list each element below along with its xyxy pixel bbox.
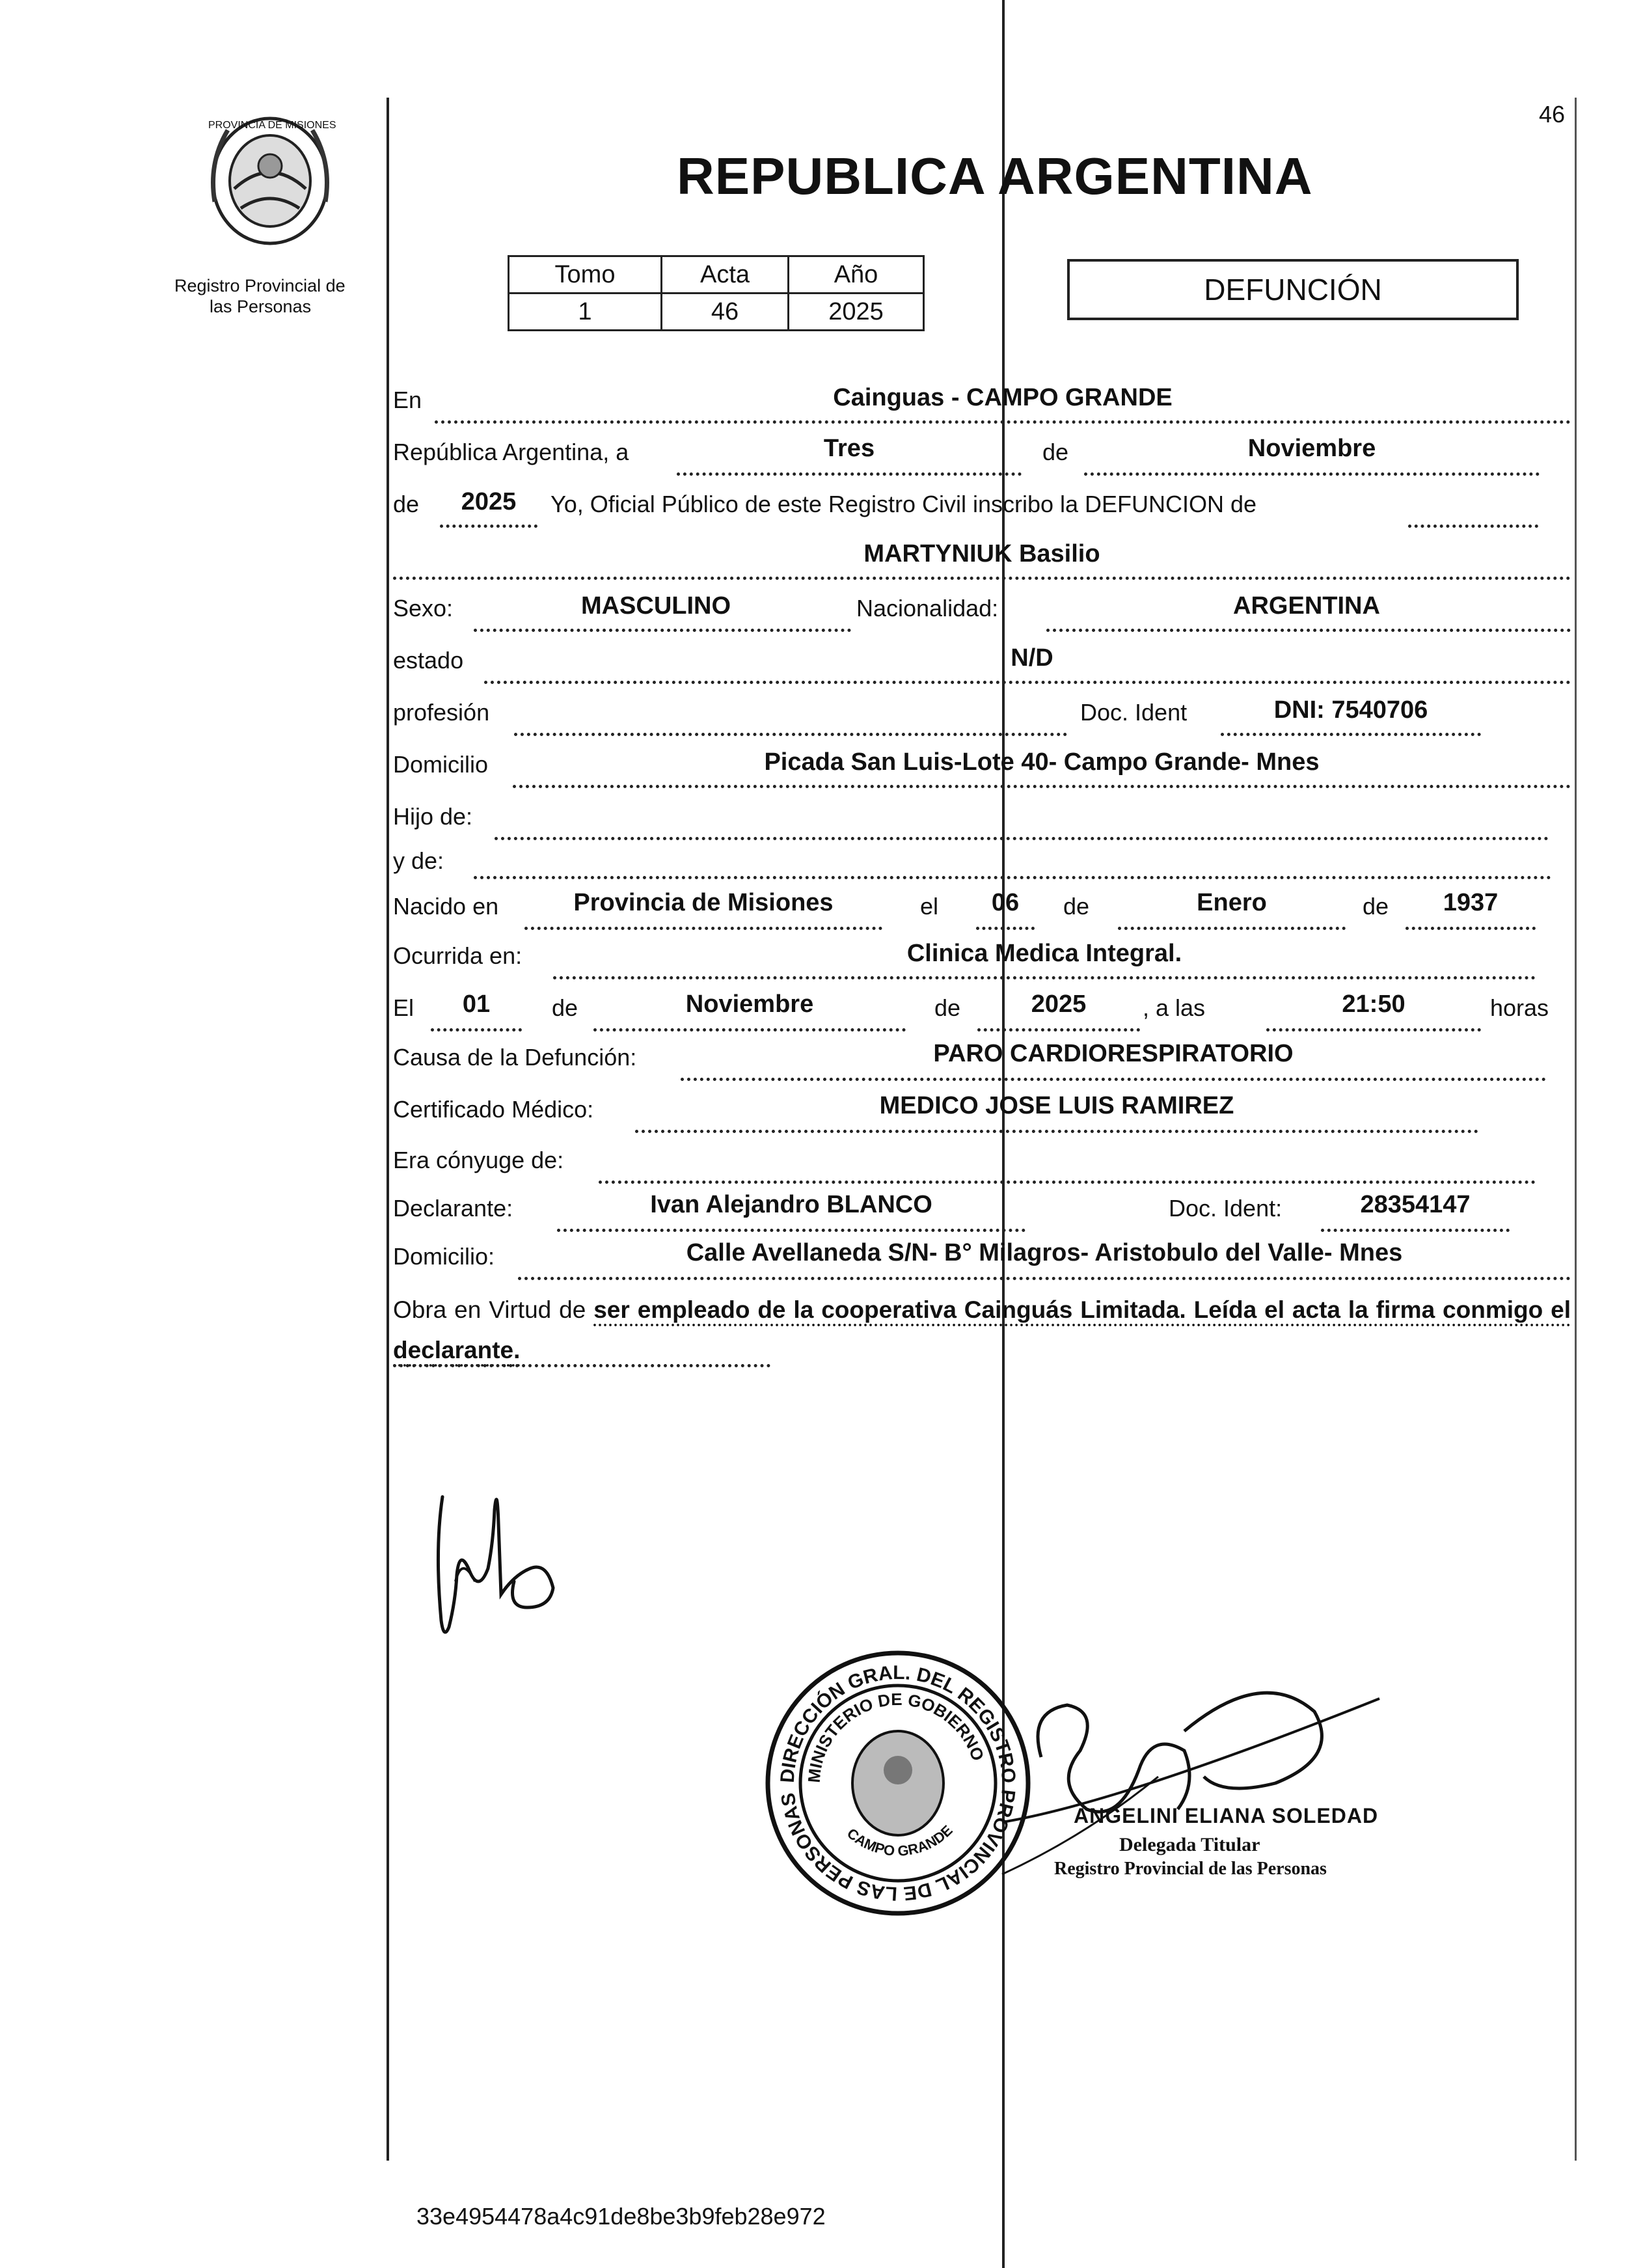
doc-ident-label: Doc. Ident: (1169, 1195, 1283, 1222)
place-line (435, 420, 1571, 424)
nacido-lugar-value: Provincia de Misiones (573, 889, 834, 916)
ocurrida-value: Clinica Medica Integral. (906, 940, 1182, 967)
doc-line (1221, 733, 1481, 736)
obra-end-line (393, 1364, 770, 1367)
nacionalidad-value: ARGENTINA (1233, 592, 1380, 620)
de-label-3: de (1063, 893, 1090, 920)
declarante-value: Ivan Alejandro BLANCO (650, 1191, 932, 1218)
estado-label: estado (393, 647, 464, 674)
month-line (1084, 472, 1540, 476)
declarant-signature (416, 1471, 573, 1653)
El-label: El (393, 994, 414, 1021)
official-role: Delegada Titular (1119, 1834, 1260, 1855)
profesion-label: profesión (393, 699, 490, 726)
profesion-line (514, 733, 1067, 736)
def-dia-value: 01 (462, 991, 491, 1018)
nacido-anio-value: 1937 (1443, 889, 1499, 916)
el-label: el (920, 893, 939, 920)
estado-line (484, 681, 1571, 684)
ocurrida-line (553, 976, 1536, 979)
obra-text: ser empleado de la cooperativa Cainguás Limitada. Leída el acta la firma conmigo el declarante. (393, 1296, 1571, 1363)
document-type: DEFUNCIÓN (1067, 259, 1519, 320)
tomo-value: 1 (509, 294, 662, 331)
certificado-label: Certificado Médico: (393, 1096, 594, 1123)
seal-bottom-text: CAMPO GRANDE (843, 1822, 956, 1859)
inscribo-line (1408, 525, 1538, 528)
acta-header: Acta (662, 256, 789, 294)
def-hora-value: 21:50 (1342, 991, 1406, 1018)
official-org: Registro Provincial de las Personas (1054, 1859, 1327, 1879)
nacido-anio-line (1406, 927, 1536, 930)
right-margin-line (1575, 98, 1577, 2161)
conyuge-label: Era cónyuge de: (393, 1147, 564, 1173)
declarante-domicilio-line (518, 1277, 1571, 1280)
de-label-4: de (1363, 893, 1389, 920)
deceased-name: MARTYNIUK Basilio (863, 540, 1100, 567)
page-number: 46 (1538, 101, 1565, 128)
seal-outer-text: DIRECCIÓN GRAL. DEL REGISTRO PROVINCIAL DE LAS PERSONAS (776, 1661, 1020, 1905)
def-anio-line (977, 1028, 1140, 1032)
inscribo-text: Yo, Oficial Público de este Registro Civil inscribo la DEFUNCION de (550, 491, 1257, 517)
estado-value: N/D (1011, 644, 1053, 672)
certificado-value: MEDICO JOSE LUIS RAMIREZ (879, 1092, 1234, 1119)
ocurrida-label: Ocurrida en: (393, 942, 523, 969)
yde-line (474, 876, 1551, 879)
year-line (440, 525, 537, 528)
year-value: 2025 (461, 488, 517, 515)
nacido-dia-value: 06 (991, 889, 1020, 916)
declarante-doc-value: 28354147 (1360, 1191, 1471, 1218)
name-line (393, 577, 1571, 580)
sexo-line (474, 629, 851, 632)
def-anio-value: 2025 (1031, 991, 1087, 1018)
month-value: Noviembre (1247, 435, 1376, 462)
causa-value: PARO CARDIORESPIRATORIO (933, 1040, 1294, 1067)
nacido-label: Nacido en (393, 893, 499, 920)
def-mes-line (593, 1028, 906, 1032)
conyuge-line (599, 1181, 1536, 1184)
domicilio-label: Domicilio (393, 751, 489, 778)
register-value-row (509, 294, 924, 331)
causa-label: Causa de la Defunción: (393, 1044, 637, 1071)
logo-text: PROVINCIA DE MISIONES (208, 120, 336, 131)
page-title: REPUBLICA ARGENTINA (677, 147, 1313, 205)
nacido-dia-line (976, 927, 1035, 930)
hijo-line (495, 837, 1549, 840)
def-dia-line (431, 1028, 522, 1032)
def-hora-line (1266, 1028, 1481, 1032)
acta-value: 46 (662, 294, 789, 331)
declarante-line (557, 1229, 1026, 1232)
seal-inner-text: MINISTERIO DE GOBIERNO (804, 1689, 988, 1784)
official-name: ANGELINI ELIANA SOLEDAD (1074, 1804, 1379, 1827)
sexo-value: MASCULINO (580, 592, 731, 620)
place-value: Cainguas - CAMPO GRANDE (833, 384, 1173, 411)
yde-label: y de: (393, 847, 444, 874)
declarante-domicilio-value: Calle Avellaneda S/N- B° Milagros- Aristobulo del Valle- Mnes (686, 1239, 1403, 1266)
doc-label: Doc. Ident (1080, 699, 1188, 726)
registry-line2: las Personas (210, 297, 312, 316)
de-label-6: de (934, 994, 961, 1021)
register-table (508, 255, 925, 331)
causa-line (681, 1078, 1546, 1081)
nacido-mes-line (1118, 927, 1346, 930)
domicilio-value: Picada San Luis-Lote 40- Campo Grande- Mnes (764, 748, 1320, 776)
nacionalidad-label: Nacionalidad: (856, 595, 999, 622)
nacido-lugar-line (524, 927, 882, 930)
anio-value: 2025 (789, 294, 924, 331)
de-label-5: de (552, 994, 578, 1021)
domicilio-line (513, 785, 1571, 788)
anio-header: Año (789, 256, 924, 294)
nacionalidad-line (1046, 629, 1571, 632)
sexo-label: Sexo: (393, 595, 454, 622)
day-value: Tres (823, 435, 875, 462)
document-hash: 33e4954478a4c91de8be3b9feb28e972 (416, 2203, 826, 2230)
def-mes-value: Noviembre (685, 991, 814, 1018)
nacido-mes-value: Enero (1197, 889, 1267, 916)
fold-line (1002, 0, 1005, 2268)
certificado-line (635, 1130, 1478, 1133)
obra-label: Obra en Virtud de (393, 1296, 586, 1323)
register-header-row (509, 256, 924, 294)
declarante-doc-line (1321, 1229, 1510, 1232)
domicilio2-label: Domicilio: (393, 1243, 495, 1270)
obra-paragraph (393, 1290, 1571, 1371)
declarante-label: Declarante: (393, 1195, 513, 1222)
day-line (677, 472, 1022, 476)
de-label-2: de (393, 491, 420, 517)
horas-label: horas (1490, 994, 1549, 1021)
en-label: En (393, 387, 422, 413)
tomo-header: Tomo (509, 256, 662, 294)
doc-value: DNI: 7540706 (1273, 696, 1428, 724)
registry-line1: Registro Provincial de (174, 276, 346, 295)
de-label-1: de (1042, 439, 1069, 465)
hijo-label: Hijo de: (393, 803, 473, 830)
left-margin-line (387, 98, 389, 2161)
alas-label: , a las (1143, 994, 1206, 1021)
republica-label: República Argentina, a (393, 439, 629, 465)
